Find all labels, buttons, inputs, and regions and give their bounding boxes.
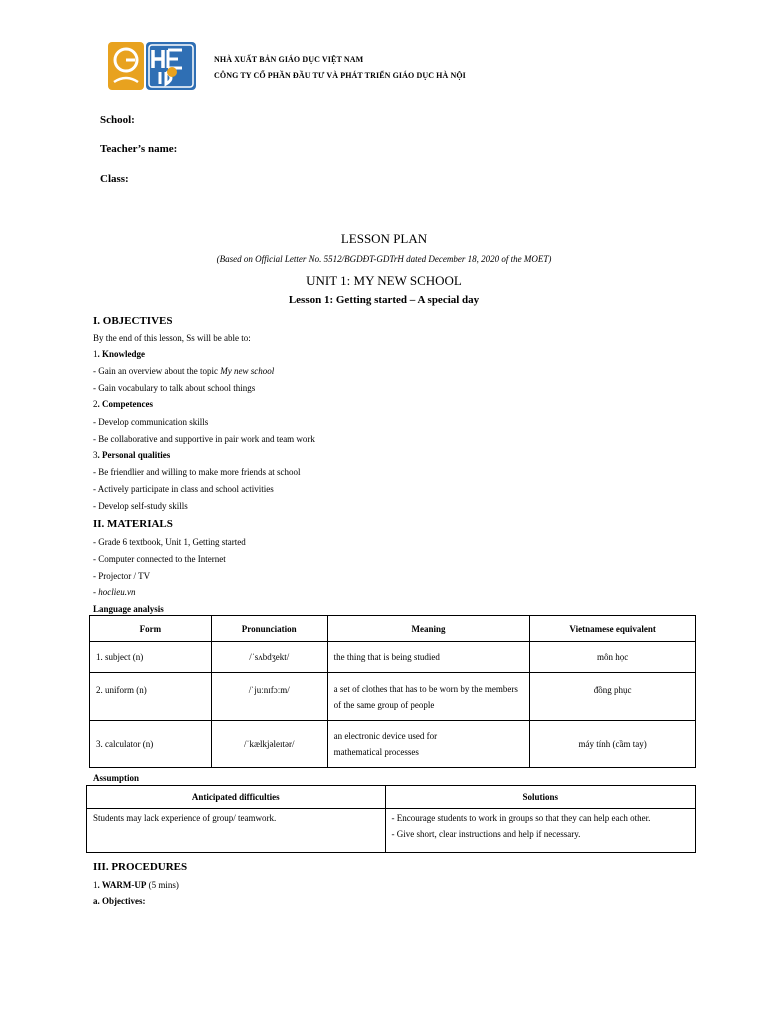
competences-item: - Be collaborative and supportive in pair work and team work [93, 434, 315, 444]
difficulty-cell: Students may lack experience of group/ teamwork. [87, 809, 386, 853]
personal-qualities-item: - Actively participate in class and school activities [93, 484, 274, 494]
warm-up-heading: 1. WARM-UP (5 mins) [93, 880, 179, 890]
solution-cell: - Encourage students to work in groups so that they can help each other. - Give short, clear instructions and help if necessary. [385, 809, 696, 853]
lesson-title: Lesson 1: Getting started – A special day [288, 294, 480, 306]
column-header: Meaning [327, 616, 530, 642]
materials-heading: II. MATERIALS [93, 518, 173, 530]
meaning-cell: an electronic device used for mathematical processes [327, 721, 530, 768]
materials-item: - Computer connected to the Internet [93, 554, 226, 564]
table-row [90, 673, 696, 721]
vietnamese-cell: máy tính (cầm tay) [530, 721, 696, 768]
class-field: Class: [100, 173, 129, 185]
competences-item: - Develop communication skills [93, 417, 209, 427]
table-header-row [87, 786, 696, 809]
warm-up-objectives: a. Objectives: [93, 896, 146, 906]
column-header: Form [90, 616, 212, 642]
vietnamese-cell: môn học [530, 642, 696, 673]
table-row [87, 809, 696, 853]
document-title: LESSON PLAN [340, 231, 428, 246]
knowledge-item: - Gain vocabulary to talk about school things [93, 383, 256, 393]
objectives-heading: I. OBJECTIVES [93, 315, 173, 327]
pronunciation-cell: /ˈkælkjəleɪtər/ [211, 721, 327, 768]
knowledge-heading: 1. Knowledge [93, 349, 146, 359]
language-analysis-table [89, 615, 696, 768]
publisher-name: NHÀ XUẤT BẢN GIÁO DỤC VIỆT NAM [214, 55, 364, 64]
unit-title: UNIT 1: MY NEW SCHOOL [306, 273, 462, 288]
column-header: Vietnamese equivalent [530, 616, 696, 642]
official-letter-note: (Based on Official Letter No. 5512/BGDĐT-GDTrH dated December 18, 2020 of the MOET) [216, 254, 552, 264]
knowledge-item: - Gain an overview about the topic My new school [93, 366, 275, 376]
publisher-logo [108, 42, 196, 92]
form-cell: 2. uniform (n) [90, 673, 212, 721]
assumption-label: Assumption [93, 773, 140, 783]
form-cell: 1. subject (n) [90, 642, 212, 673]
table-row [90, 721, 696, 768]
meaning-cell: the thing that is being studied [327, 642, 530, 673]
form-cell: 3. calculator (n) [90, 721, 212, 768]
school-field: School: [100, 114, 135, 126]
personal-qualities-item: - Develop self-study skills [93, 501, 188, 511]
teacher-name-field: Teacher’s name: [100, 143, 178, 155]
column-header: Solutions [385, 786, 696, 809]
column-header: Anticipated difficulties [87, 786, 386, 809]
pronunciation-cell: /ˈjuːnɪfɔːm/ [211, 673, 327, 721]
meaning-cell: a set of clothes that has to be worn by the members of the same group of people [327, 673, 530, 721]
vietnamese-cell: đồng phục [530, 673, 696, 721]
personal-qualities-item: - Be friendlier and willing to make more friends at school [93, 467, 301, 477]
materials-item: - Grade 6 textbook, Unit 1, Getting started [93, 537, 246, 547]
materials-item: - Projector / TV [93, 571, 151, 581]
personal-qualities-heading: 3. Personal qualities [93, 450, 171, 460]
objectives-intro: By the end of this lesson, Ss will be able to: [93, 333, 251, 343]
language-analysis-label: Language analysis [93, 604, 164, 614]
company-name: CÔNG TY CỔ PHẦN ĐẦU TƯ VÀ PHÁT TRIỂN GIÁO DỤC HÀ NỘI [214, 71, 466, 80]
assumption-table [86, 785, 696, 853]
procedures-heading: III. PROCEDURES [93, 861, 188, 873]
competences-heading: 2. Competences [93, 399, 153, 409]
table-row [90, 642, 696, 673]
materials-item: - hoclieu.vn [93, 587, 136, 597]
table-header-row [90, 616, 696, 642]
pronunciation-cell: /ˈsʌbdʒekt/ [211, 642, 327, 673]
column-header: Pronunciation [211, 616, 327, 642]
